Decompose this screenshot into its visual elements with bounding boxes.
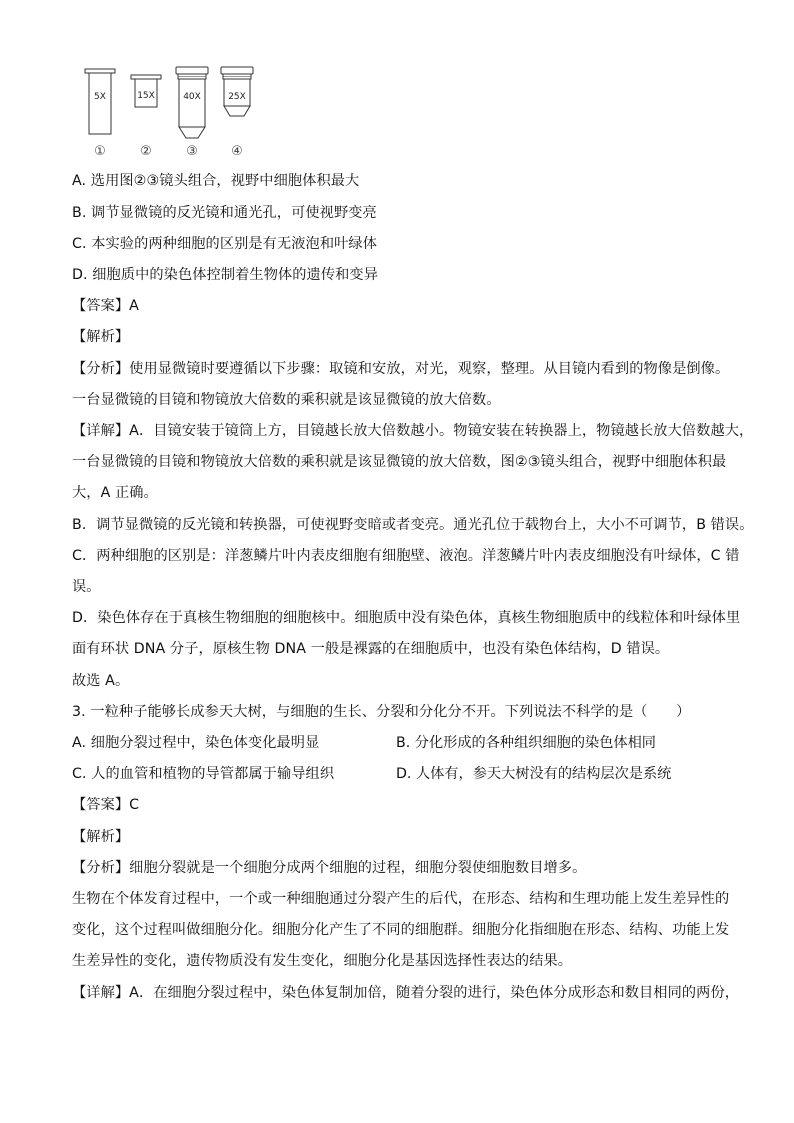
q2-analysis-line: B．调节显微镜的反光镜和转换器，可使视野变暗或者变亮。通光孔位于载物台上，大小不可调节，B 错误。 bbox=[72, 517, 754, 533]
lens-1-eyepiece bbox=[85, 69, 115, 159]
q3-analysis-line: 【详解】A．在细胞分裂过程中，染色体复制加倍，随着分裂的进行，染色体分成形态和数目相同的两份， bbox=[72, 985, 740, 1001]
microscope-lens-figure bbox=[80, 62, 270, 164]
q3-option-b: B. 分化形成的各种组织细胞的染色体相同 bbox=[396, 735, 656, 751]
q2-analysis-line: 【分析】使用显微镜时要遵循以下步骤：取镜和安放，对光，观察，整理。从目镜内看到的物像是倒像。 bbox=[72, 361, 730, 377]
q2-answer: 【答案】A bbox=[72, 298, 139, 314]
q2-analysis-line: 大，A 正确。 bbox=[72, 485, 158, 501]
lens-2-label: 15X bbox=[137, 91, 155, 101]
q2-analysis-line: 【详解】A．目镜安装于镜筒上方，目镜越长放大倍数越小。物镜安装在转换器上，物镜越长放大倍数越大， bbox=[72, 423, 754, 439]
lens-4-label: 25X bbox=[228, 92, 246, 102]
q3-option-a: A. 细胞分裂过程中，染色体变化最明显 bbox=[72, 735, 320, 751]
q2-option-d: D. 细胞质中的染色体控制着生物体的遗传和变异 bbox=[72, 267, 378, 283]
q2-option-a: A. 选用图②③镜头组合，视野中细胞体积最大 bbox=[72, 173, 360, 189]
q2-analysis-heading: 【解析】 bbox=[72, 329, 130, 345]
q3-analysis-line: 生物在个体发育过程中，一个或一种细胞通过分裂产生的后代，在形态、结构和生理功能上发生差异性的 bbox=[72, 891, 730, 907]
lens-1-number: ① bbox=[94, 144, 106, 159]
q2-analysis-line: D．染色体存在于真核生物细胞的细胞核中。细胞质中没有染色体，真核生物细胞质中的线粒体和叶绿体里 bbox=[72, 610, 741, 626]
lens-4-objective bbox=[221, 67, 253, 159]
q3-analysis-line: 生差异性的变化，遗传物质没有发生变化，细胞分化是基因选择性表达的结果。 bbox=[72, 953, 573, 969]
q3-option-d: D. 人体有，参天大树没有的结构层次是系统 bbox=[396, 766, 672, 782]
q2-option-b: B. 调节显微镜的反光镜和通光孔，可使视野变亮 bbox=[72, 205, 377, 221]
q3-analysis-heading: 【解析】 bbox=[72, 829, 130, 845]
q2-analysis-line: 一台显微镜的目镜和物镜放大倍数的乘积就是该显微镜的放大倍数，图②③镜头组合，视野中细胞体积最 bbox=[72, 454, 727, 470]
q2-option-c: C. 本实验的两种细胞的区别是有无液泡和叶绿体 bbox=[72, 236, 377, 252]
lens-1-label: 5X bbox=[94, 92, 106, 102]
q2-analysis-line: 故选 A。 bbox=[72, 673, 130, 689]
q2-analysis-line: 一台显微镜的目镜和物镜放大倍数的乘积就是该显微镜的放大倍数。 bbox=[72, 392, 501, 408]
q3-answer: 【答案】C bbox=[72, 797, 140, 813]
lens-2-eyepiece bbox=[131, 75, 161, 159]
lens-3-objective bbox=[176, 67, 208, 159]
lens-2-number: ② bbox=[140, 144, 152, 159]
q3-analysis-line: 【分析】细胞分裂就是一个细胞分成两个细胞的过程，细胞分裂使细胞数目增多。 bbox=[72, 860, 587, 876]
q2-analysis-line: C．两种细胞的区别是：洋葱鳞片叶内表皮细胞有细胞壁、液泡。洋葱鳞片叶内表皮细胞没有叶绿体，C 错 bbox=[72, 548, 740, 564]
q3-analysis-line: 变化，这个过程叫做细胞分化。细胞分化产生了不同的细胞群。细胞分化指细胞在形态、结构、功能上发 bbox=[72, 922, 730, 938]
lens-4-number: ④ bbox=[231, 144, 243, 159]
lens-3-number: ③ bbox=[186, 144, 198, 159]
q3-option-c: C. 人的血管和植物的导管都属于输导组织 bbox=[72, 766, 335, 782]
lens-3-label: 40X bbox=[183, 92, 201, 102]
q2-analysis-line: 误。 bbox=[72, 579, 101, 595]
q2-analysis-line: 面有环状 DNA 分子，原核生物 DNA 一般是裸露的在细胞质中，也没有染色体结构，D 错误。 bbox=[72, 641, 670, 657]
q3-stem: 3. 一粒种子能够长成参天大树，与细胞的生长、分裂和分化分不开。下列说法不科学的是（ ） bbox=[72, 704, 691, 720]
